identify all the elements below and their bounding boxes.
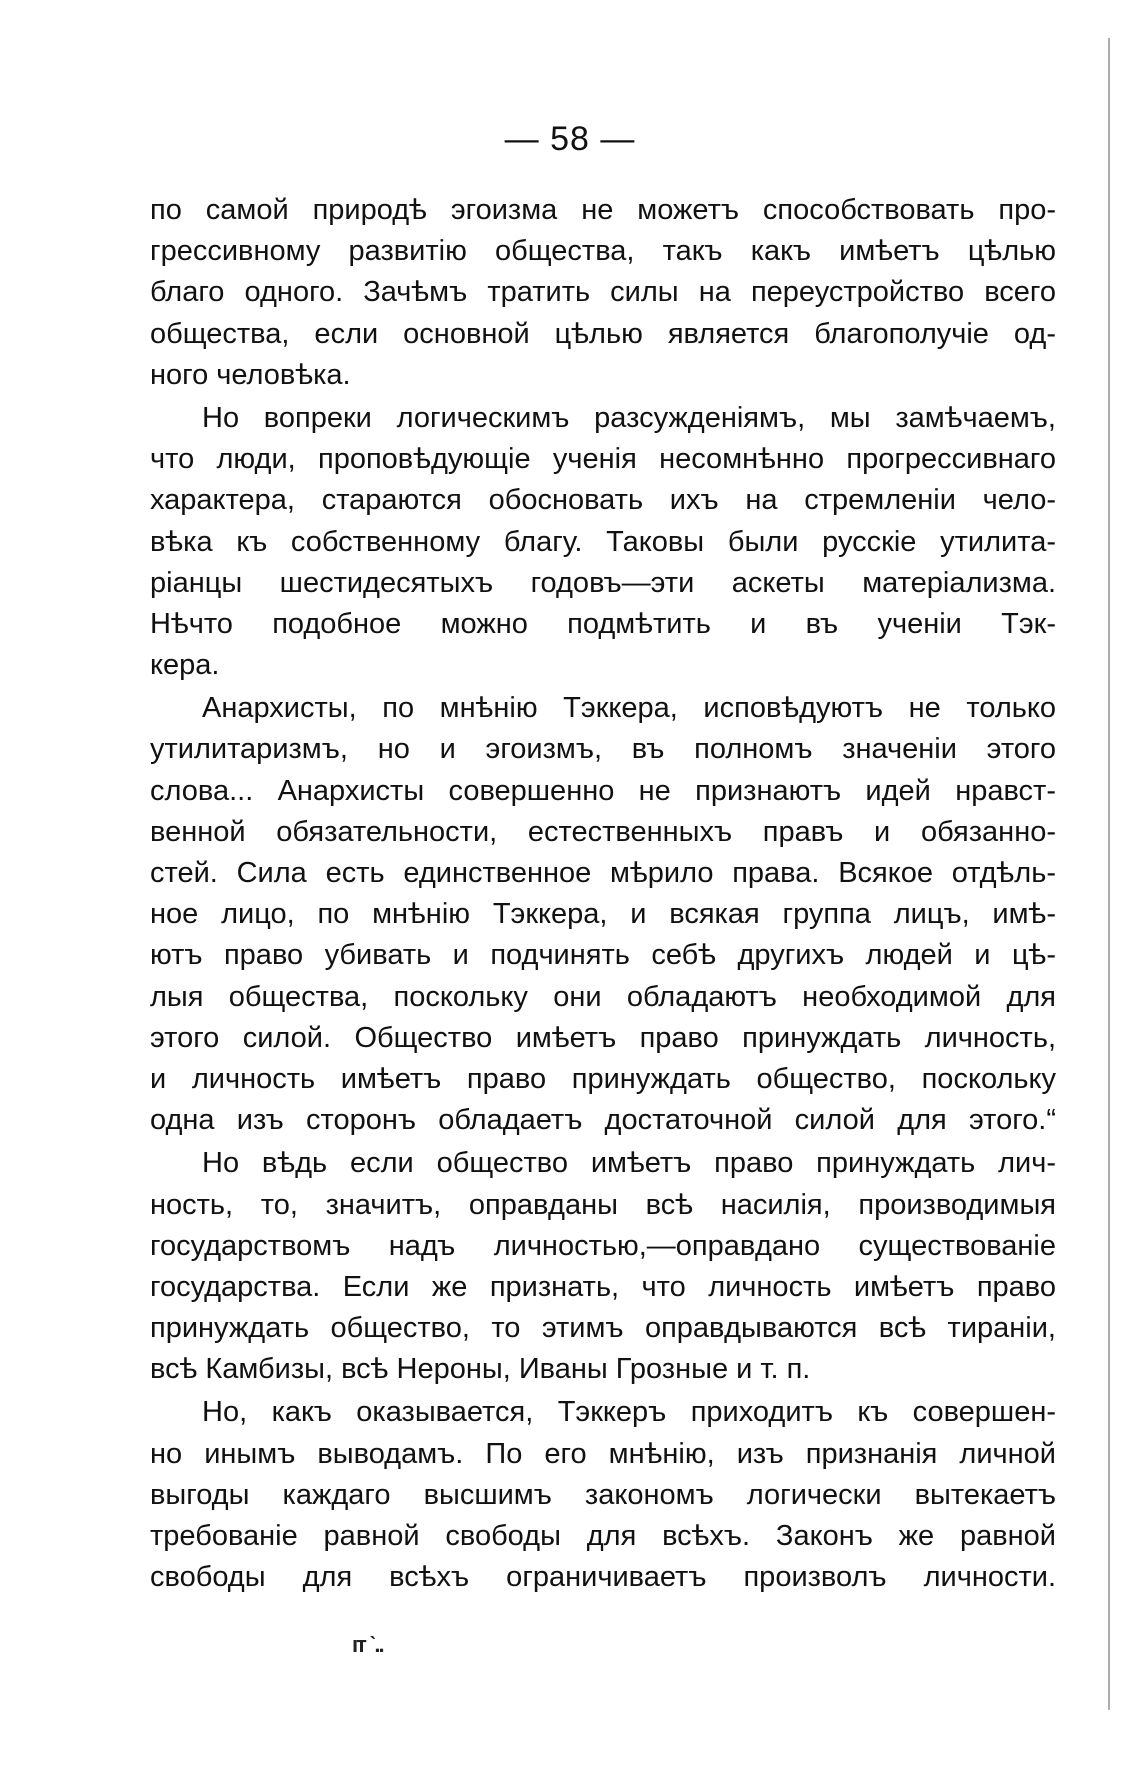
text-line: благо одного. Зачѣмъ тратить силы на переустройство всего	[150, 276, 1056, 309]
text-line: свободы для всѣхъ ограничиваетъ произволъ личности.	[150, 1561, 1056, 1594]
text-line: государствомъ надъ личностью,—оправдано существованіе	[150, 1229, 1056, 1262]
text-line: но инымъ выводамъ. По его мнѣнію, изъ признанія личной	[150, 1437, 1056, 1470]
text-line: одна изъ сторонъ обладаетъ достаточной силой для этого.“	[150, 1104, 1056, 1137]
text-line: требованіе равной свободы для всѣхъ. Законъ же равной	[150, 1520, 1056, 1552]
text-line: ного человѣка.	[150, 358, 351, 391]
text-line: Но вѣдь если общество имѣетъ право принуждать лич-	[202, 1147, 1056, 1180]
text-line: Нѣчто подобное можно подмѣтить и въ ученіи Тэк-	[150, 607, 1056, 640]
text-line: грессивному развитію общества, такъ какъ имѣетъ цѣлью	[150, 235, 1056, 268]
text-line: общества, если основной цѣлью является благополучіе од-	[150, 317, 1056, 350]
text-line: государства. Если же признать, что личность имѣетъ право	[150, 1270, 1056, 1303]
page-edge-line	[1108, 38, 1110, 1710]
text-line: лыя общества, поскольку они обладаютъ необходимой для	[150, 980, 1056, 1013]
printer-ornament: ıт ˋ..	[352, 1632, 383, 1657]
page-number: — 58 —	[504, 120, 636, 158]
paragraph-5	[150, 1392, 1056, 1598]
text-line: и личность имѣетъ право принуждать общество, поскольку	[150, 1062, 1056, 1095]
text-line: утилитаризмъ, но и эгоизмъ, въ полномъ значеніи этого	[150, 733, 1056, 766]
text-line: ріанцы шестидесятыхъ годовъ—эти аскеты матеріализма.	[150, 566, 1056, 599]
paragraph-2	[150, 398, 1056, 686]
text-line: Но, какъ оказывается, Тэккеръ приходитъ къ совершен-	[202, 1396, 1056, 1429]
text-line: ютъ право убивать и подчинять себѣ другихъ людей и цѣ-	[150, 939, 1056, 972]
text-line: Но вопреки логическимъ разсужденіямъ, мы замѣчаемъ,	[202, 401, 1056, 434]
text-line: кера.	[150, 649, 220, 682]
text-line: что люди, проповѣдующіе ученія несомнѣнно прогрессивнаго	[150, 443, 1056, 476]
paragraph-1	[150, 190, 1056, 396]
paragraph-3	[150, 688, 1056, 1141]
text-line: по самой природѣ эгоизма не можетъ способствовать про-	[150, 194, 1056, 226]
text-line: вѣка къ собственному благу. Таковы были русскіе утилита-	[150, 525, 1056, 558]
text-line: характера, стараются обосновать ихъ на стремленіи чело-	[150, 484, 1056, 517]
text-line: ность, то, значитъ, оправданы всѣ насилія, производимыя	[150, 1188, 1056, 1221]
body-text	[150, 190, 1056, 1600]
text-line: стей. Сила есть единственное мѣрило права. Всякое отдѣль-	[150, 857, 1056, 889]
text-line: принуждать общество, то этимъ оправдываются всѣ тираніи,	[150, 1312, 1056, 1345]
text-line: слова... Анархисты совершенно не признаютъ идей нравст-	[150, 774, 1056, 807]
paragraph-4	[150, 1143, 1056, 1390]
text-line: выгоды каждаго высшимъ закономъ логически вытекаетъ	[150, 1478, 1056, 1511]
text-line: всѣ Камбизы, всѣ Нероны, Иваны Грозные и т. п.	[150, 1353, 811, 1386]
text-line: венной обязательности, естественныхъ правъ и обязанно-	[150, 815, 1056, 848]
text-line: Анархисты, по мнѣнію Тэккера, исповѣдуютъ не только	[202, 692, 1056, 725]
text-line: этого силой. Общество имѣетъ право принуждать личность,	[150, 1021, 1056, 1054]
text-line: ное лицо, по мнѣнію Тэккера, и всякая группа лицъ, имѣ-	[150, 898, 1056, 931]
